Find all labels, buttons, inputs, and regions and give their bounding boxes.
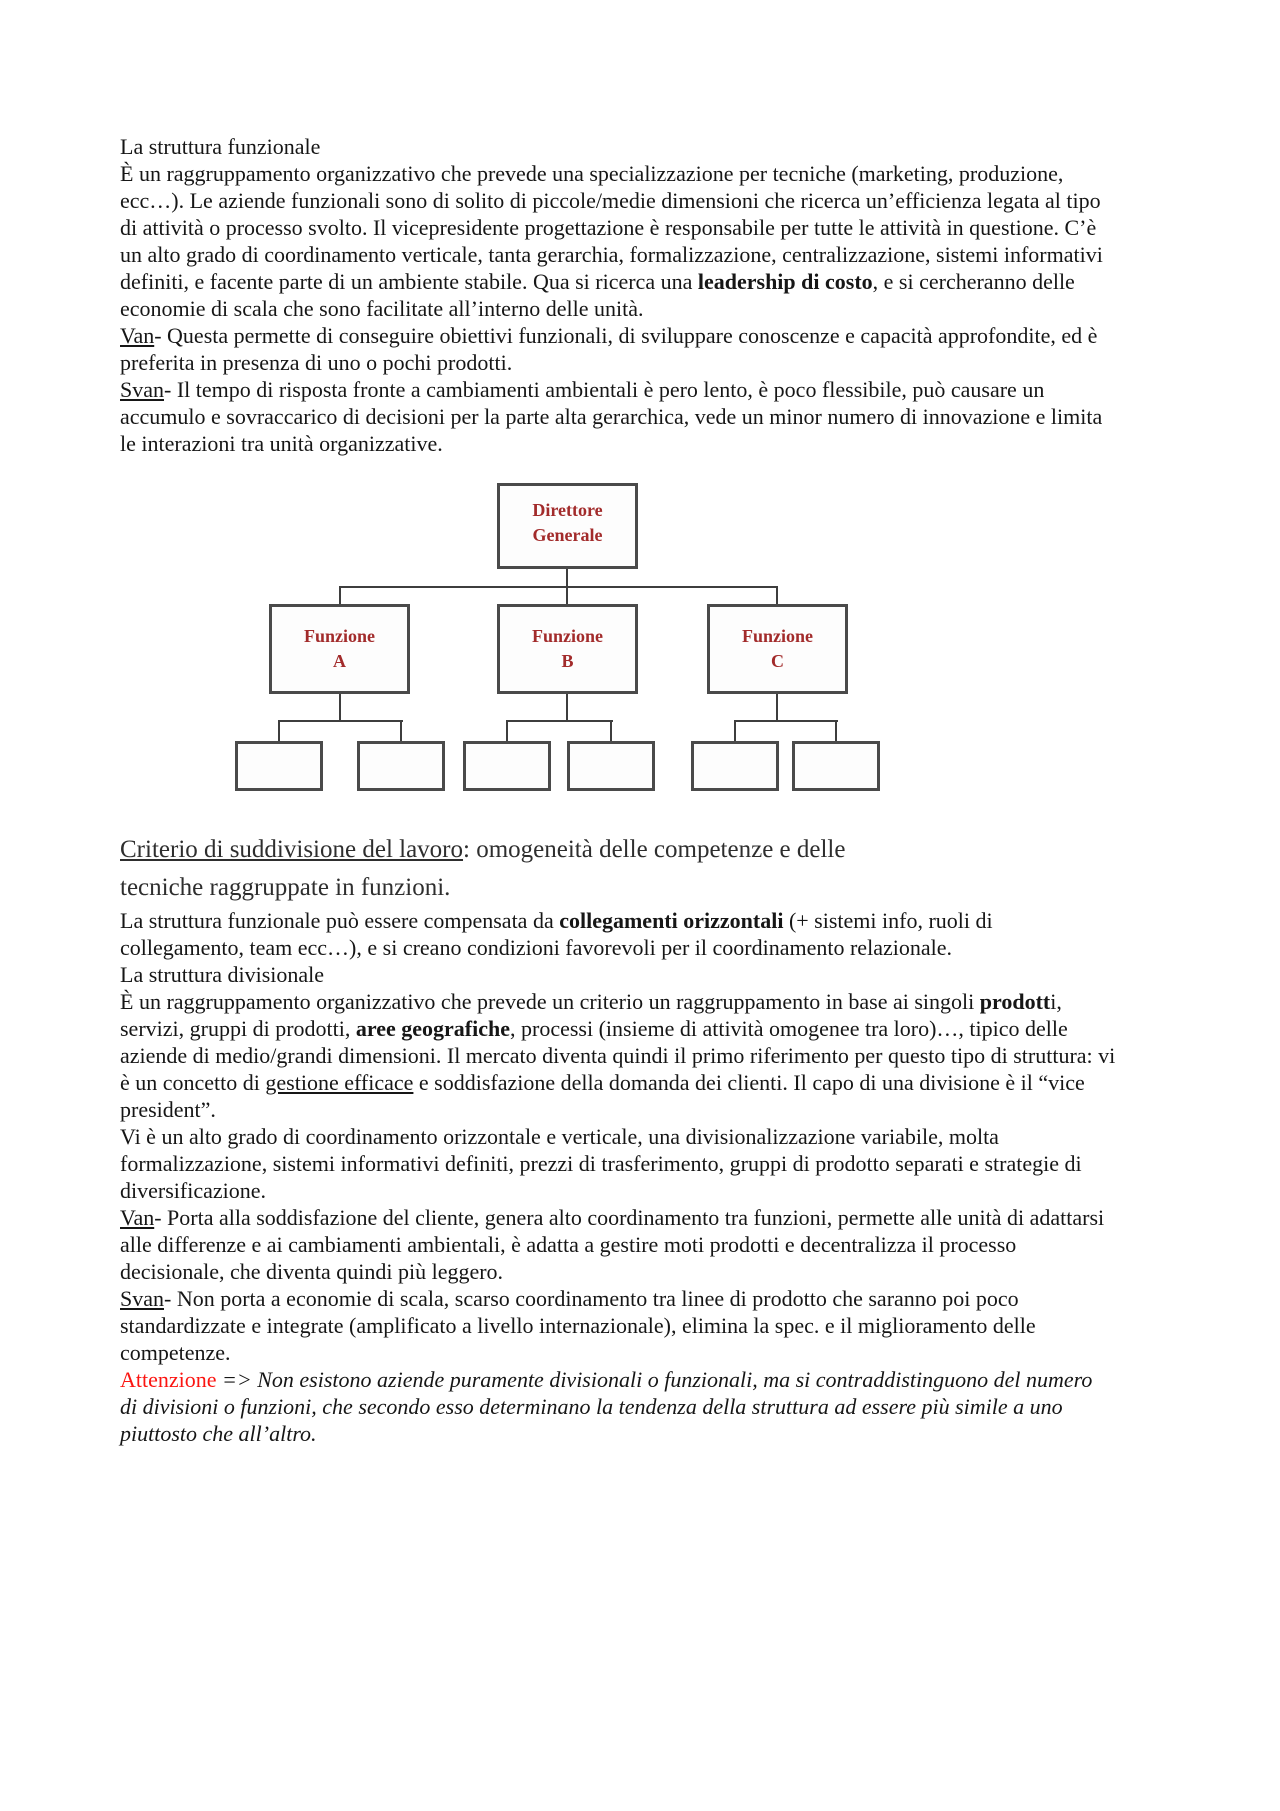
text-segment: leadership di costo — [697, 269, 873, 294]
connector-line — [735, 720, 838, 722]
paragraph-coordinamento-divisionale — [120, 1123, 1120, 1204]
text-segment: - Porta alla soddisfazione del cliente, genera alto coordinamento tra funzioni, permette alle unità di adattarsi alle differenze e ai cambiamenti ambientali, è adatta a gestire moti prodotti e decentralizza il processo decisionale, che diventa quindi più leggero. — [120, 1205, 1105, 1284]
text-segment: - Questa permette di conseguire obiettivi funzionali, di sviluppare conoscenze e capacità approfondite, ed è preferita in presenza di uno o pochi prodotti. — [120, 323, 1098, 375]
connector-line — [507, 720, 613, 722]
text-segment: collegamenti orizzontali — [559, 908, 784, 933]
text-segment: , processi (insieme di attività omogenee tra loro)…, tipico delle aziende di medio/grandi dimensioni. Il mercato diventa quindi il primo riferimento per questo tipo di struttura: vi è un concetto di — [120, 1016, 1116, 1095]
text-segment: (+ sistemi info, ruoli di collegamento, team ecc…), e si creano condizioni favorevoli per il coordinamento relazionale. — [120, 908, 993, 960]
paragraph-collegamenti-orizzontali — [120, 907, 1120, 961]
text-segment: => — [216, 1367, 258, 1392]
org-chart-label: Direttore — [532, 500, 603, 520]
connector-line — [279, 720, 403, 722]
text-segment: , e si cercheranno delle economie di scala che sono facilitate all’interno delle unità. — [120, 269, 1075, 321]
paragraph-vantaggi-funzionale — [120, 322, 1120, 376]
org-chart-box-funzione-b — [497, 604, 638, 694]
text-segment: - Non porta a economie di scala, scarso coordinamento tra linee di prodotto che saranno poi poco standardizzate e integrate (amplificato a livello internazionale), elimina la spec. e il miglioramento delle competenze. — [120, 1286, 1036, 1365]
connector-line — [400, 720, 402, 741]
heading-struttura-funzionale: La struttura funzionale — [120, 134, 321, 159]
org-chart-sub-box — [691, 741, 779, 791]
paragraph-vantaggi-divisionale — [120, 1204, 1120, 1285]
org-chart-sub-box — [792, 741, 880, 791]
text-segment: La struttura funzionale può essere compensata da — [120, 908, 560, 933]
paragraph-struttura-divisionale — [120, 988, 1120, 1123]
connector-line — [566, 586, 568, 604]
org-chart-label: Generale — [532, 525, 603, 545]
connector-line — [339, 586, 778, 588]
connector-line — [776, 586, 778, 604]
connector-line — [566, 569, 568, 586]
text-segment: Van — [120, 1205, 155, 1230]
org-chart-figure — [120, 483, 1000, 791]
org-chart-box-direttore-generale — [497, 483, 638, 569]
org-chart-label: Funzione — [303, 626, 375, 646]
paragraph-criterio-suddivisione — [120, 831, 880, 907]
connector-line — [339, 586, 341, 604]
text-segment: aree geografiche — [355, 1016, 510, 1041]
text-segment: Attenzione — [120, 1367, 217, 1392]
text-segment: Svan — [120, 377, 164, 402]
connector-line — [835, 720, 837, 741]
org-chart-sub-box — [463, 741, 551, 791]
org-chart-label: B — [561, 651, 574, 671]
paragraph-svantaggi-funzionale — [120, 376, 1120, 457]
org-chart-label: A — [333, 651, 346, 671]
org-chart-box-funzione-a — [269, 604, 410, 694]
text-segment: Svan — [120, 1286, 164, 1311]
org-chart-sub-box — [357, 741, 445, 791]
document-page — [120, 133, 1120, 1447]
paragraph-svantaggi-divisionale — [120, 1285, 1120, 1366]
org-chart-label: Funzione — [531, 626, 603, 646]
text-segment: gestione efficace — [265, 1070, 414, 1095]
text-segment: Van — [120, 323, 155, 348]
connector-line — [734, 720, 736, 741]
text-segment: - Il tempo di risposta fronte a cambiamenti ambientali è pero lento, è poco flessibile, può causare un accumulo e sovraccarico di decisioni per la parte alta gerarchica, vede un minor numero di innovazione e limita le interazioni tra unità organizzative. — [120, 377, 1103, 456]
text-segment: Vi è un alto grado di coordinamento orizzontale e verticale, una divisionalizzazione variabile, molta formalizzazione, sistemi informativi definiti, prezzi di trasferimento, gruppi di prodotto separati e strategie di diversificazione. — [120, 1124, 1082, 1203]
connector-line — [566, 694, 568, 720]
heading-struttura-divisionale: La struttura divisionale — [120, 962, 325, 987]
org-chart-sub-box — [567, 741, 655, 791]
text-segment: : omogeneità delle competenze e delle tecniche raggruppate in funzioni. — [120, 836, 846, 901]
text-segment: i, servizi, gruppi di prodotti, — [120, 989, 1062, 1041]
paragraph-struttura-funzionale — [120, 160, 1120, 322]
org-chart-sub-box — [235, 741, 323, 791]
text-segment: e soddisfazione della domanda dei clienti. Il capo di una divisione è il “vice president”. — [120, 1070, 1085, 1122]
org-chart-label: C — [771, 651, 784, 671]
connector-line — [278, 720, 280, 741]
text-segment: Criterio di suddivisione del lavoro — [120, 836, 464, 863]
connector-line — [506, 720, 508, 741]
org-chart-label: Funzione — [741, 626, 813, 646]
text-segment: Non esistono aziende puramente divisionali o funzionali, ma si contraddistinguono del numero di divisioni o funzioni, che secondo esso determinano la tendenza della struttura ad essere più simile a uno piuttosto che all’altro. — [120, 1367, 1093, 1446]
paragraph-attenzione — [120, 1366, 1100, 1447]
text-segment: È un raggruppamento organizzativo che prevede una specializzazione per tecniche (marketing, produzione, ecc…). Le aziende funzionali sono di solito di piccole/medie dimensioni che ricerca un’efficienza legata al tipo di attività o processo svolto. Il vicepresidente progettazione è responsabile per tutte le attività in questione. C’è un alto grado di coordinamento verticale, tanta gerarchia, formalizzazione, centralizzazione, sistemi informativi definiti, e facente parte di un ambiente stabile. Qua si ricerca una — [120, 161, 1103, 294]
connector-line — [776, 694, 778, 720]
connector-line — [339, 694, 341, 720]
org-chart-box-funzione-c — [707, 604, 848, 694]
text-segment: È un raggruppamento organizzativo che prevede un criterio un raggruppamento in base ai singoli — [120, 989, 980, 1014]
text-segment: prodott — [979, 989, 1051, 1014]
connector-line — [610, 720, 612, 741]
